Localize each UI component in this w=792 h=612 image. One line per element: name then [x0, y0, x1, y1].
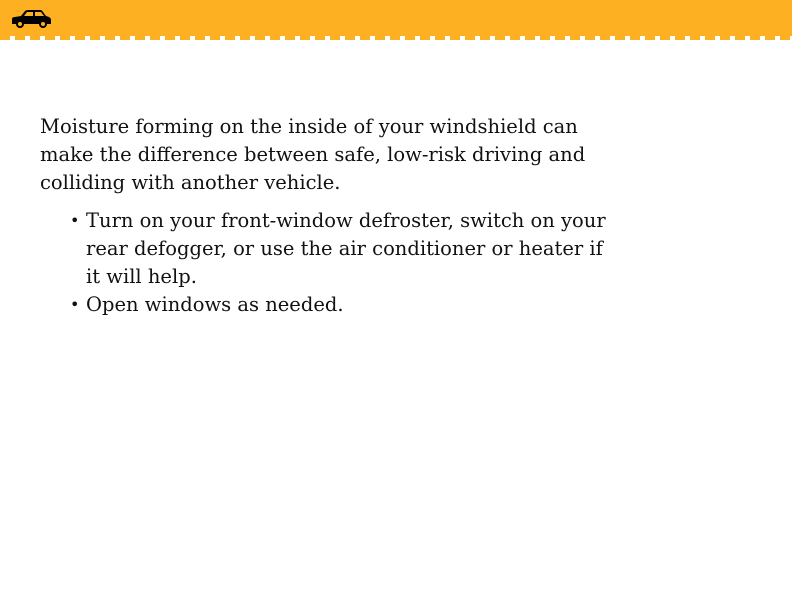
intro-paragraph: Moisture forming on the inside of your windshield can make the difference between safe, low-risk driving and colliding with another vehicle. [40, 115, 586, 194]
car-icon [10, 9, 52, 29]
slide-content [40, 113, 610, 319]
bullet-icon: • [70, 211, 80, 230]
header-bar [0, 0, 792, 36]
list-item [40, 291, 610, 319]
bullet-text: Turn on your front-window defroster, switch on your rear defogger, or use the air conditioner or heater if it will help. [86, 209, 606, 288]
header-dashed-edge [0, 36, 792, 40]
list-item [40, 207, 610, 291]
bullet-text: Open windows as needed. [86, 293, 344, 316]
bullet-icon: • [70, 295, 80, 314]
bullet-list [40, 207, 610, 319]
